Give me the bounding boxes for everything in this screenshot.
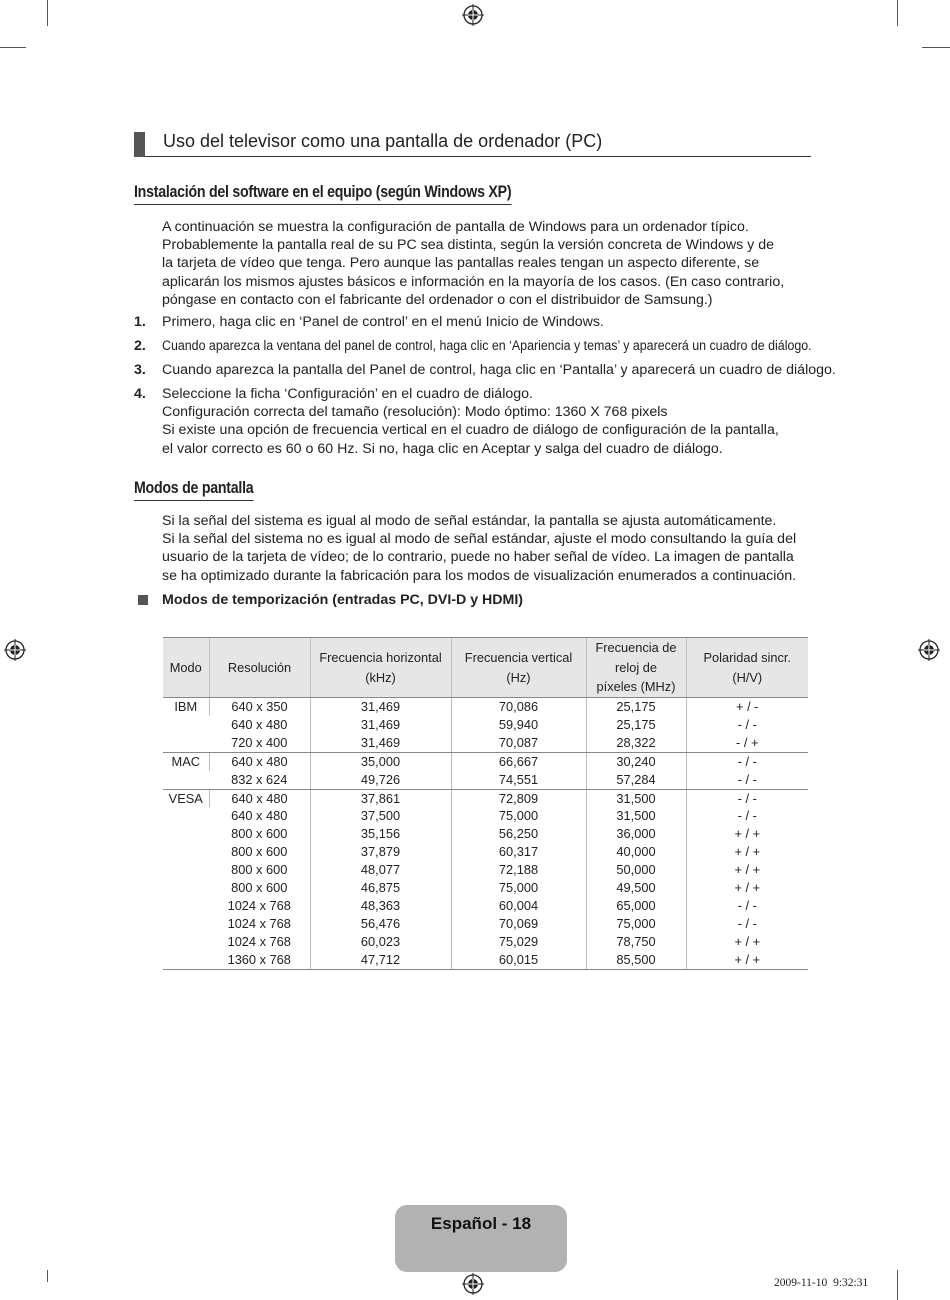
table-cell: 74,551 [451, 771, 586, 789]
page-number-tab [395, 1205, 567, 1272]
table-header-cell [451, 638, 586, 698]
step-line: Configuración correcta del tamaño (resolución): Modo óptimo: 1360 X 768 pixels [162, 404, 668, 421]
table-cell: - / - [686, 807, 808, 825]
table-cell: - / + [686, 734, 808, 752]
step-number: 4. [134, 386, 146, 402]
table-cell: 78,750 [586, 933, 686, 951]
table-cell: 1024 x 768 [227, 897, 291, 913]
step-line: Seleccione la ficha ‘Configuración’ en el cuadro de diálogo. [162, 386, 533, 402]
registration-mark-icon [4, 639, 26, 661]
table-header-line: (H/V) [732, 669, 763, 685]
section-header-bar [134, 132, 145, 157]
table-header-line: Resolución [227, 659, 292, 675]
step-text: Cuando aparezca la ventana del panel de control, haga clic en ‘Apariencia y temas’ y aparecerá un cuadro de diálogo. [162, 338, 812, 354]
modes-intro-line: se ha optimizado durante la fabricación para los modos de visualización enumerados a continuación. [162, 567, 797, 584]
table-cell: 25,175 [586, 716, 686, 734]
table-cell: 48,363 [310, 897, 451, 915]
step-text: Cuando aparezca la pantalla del Panel de control, haga clic en ‘Pantalla’ y aparecerá un cuadro de diálogo. [162, 362, 836, 378]
table-cell: 640 x 480 [209, 752, 310, 770]
table-cell: 1024 x 768 [227, 915, 291, 931]
table-cell: 800 x 600 [231, 844, 288, 860]
table-cell: 65,000 [586, 897, 686, 915]
modes-intro [162, 512, 812, 585]
table-cell: - / - [686, 897, 808, 915]
table-cell: 640 x 480 [231, 716, 288, 732]
table-cell: 49,500 [586, 879, 686, 897]
modes-intro-line: usuario de la tarjeta de vídeo; de lo contrario, puede no haber señal de vídeo. La imagen de pantalla [162, 549, 794, 566]
timing-table [163, 637, 808, 970]
table-cell: 70,087 [451, 734, 586, 752]
mode-cell: MAC [163, 752, 209, 789]
table-cell: 56,250 [451, 825, 586, 843]
table-header-line: Frecuencia vertical [464, 650, 573, 665]
timing-bullet-text: Modos de temporización (entradas PC, DVI-D y HDMI) [162, 592, 524, 608]
table-cell: 40,000 [586, 843, 686, 861]
table-header-cell [163, 638, 209, 698]
registration-mark-icon [462, 1273, 484, 1295]
table-cell: 47,712 [310, 951, 451, 969]
table-cell: 75,000 [586, 915, 686, 933]
print-timestamp: 2009-11-10 9:32:31 [774, 1277, 869, 1289]
table-header-cell [586, 638, 686, 698]
table-row [163, 734, 808, 752]
step-line: el valor correcto es 60 o 60 Hz. Si no, haga clic en Aceptar y salga del cuadro de diálogo. [162, 440, 723, 457]
table-cell: 31,500 [586, 807, 686, 825]
table-cell: + / - [686, 698, 808, 716]
crop-mark [47, 1270, 48, 1282]
table-cell: 56,476 [310, 915, 451, 933]
table-row [163, 933, 808, 951]
table-cell: + / + [686, 951, 808, 969]
install-intro-line: póngase en contacto con el fabricante del ordenador o con el distribuidor de Samsung.) [162, 291, 713, 308]
table-cell: 75,029 [451, 933, 586, 951]
table-cell: 640 x 350 [209, 698, 310, 716]
table-row [163, 897, 808, 915]
install-intro-line: Probablemente la pantalla real de su PC sea distinta, según la versión concreta de Windows y de [162, 237, 774, 254]
install-heading: Instalación del software en el equipo (según Windows XP) [134, 183, 511, 205]
table-header-line: (kHz) [365, 669, 396, 685]
table-cell: 31,500 [586, 789, 686, 807]
table-cell: 46,875 [310, 879, 451, 897]
section-header [134, 130, 811, 157]
table-cell: 37,861 [310, 789, 451, 807]
registration-mark-icon [462, 4, 484, 26]
table-row [163, 915, 808, 933]
table-cell: 37,500 [310, 807, 451, 825]
table-cell: 60,317 [451, 843, 586, 861]
step-text [162, 385, 779, 458]
table-cell: 37,879 [310, 843, 451, 861]
table-cell: 50,000 [586, 861, 686, 879]
crop-mark [0, 47, 26, 48]
mode-cell: IBM [163, 698, 209, 753]
table-header-line: Modo [169, 659, 202, 675]
table-row [163, 698, 808, 716]
table-cell: - / - [686, 771, 808, 789]
table-cell: 70,086 [451, 698, 586, 716]
modes-intro-line: Si la señal del sistema no es igual al modo de señal estándar, ajuste el modo consultando la guía del [162, 531, 797, 548]
table-header-cell [310, 638, 451, 698]
mode-cell: VESA [163, 789, 209, 969]
install-intro-line: A continuación se muestra la configuración de pantalla de Windows para un ordenador típico. [162, 219, 749, 235]
table-row [163, 879, 808, 897]
table-cell: 31,469 [310, 716, 451, 734]
crop-mark [897, 1270, 898, 1300]
table-cell: 59,940 [451, 716, 586, 734]
table-cell: - / - [686, 915, 808, 933]
table-cell: 70,069 [451, 915, 586, 933]
table-row [163, 807, 808, 825]
table-cell: 72,809 [451, 789, 586, 807]
table-cell: 800 x 600 [231, 880, 288, 896]
table-header-line: Frecuencia horizontal [319, 650, 442, 665]
table-cell: 31,469 [310, 734, 451, 752]
step-number: 1. [134, 314, 146, 330]
table-cell: - / - [686, 752, 808, 770]
table-cell: 640 x 480 [209, 789, 310, 807]
table-cell: 57,284 [586, 771, 686, 789]
table-cell: 66,667 [451, 752, 586, 770]
table-header-line: píxeles (MHz) [596, 679, 676, 695]
table-cell: + / + [686, 861, 808, 879]
table-cell: 60,023 [310, 933, 451, 951]
table-row [163, 771, 808, 789]
table-cell: 832 x 624 [209, 771, 310, 789]
table-cell: 48,077 [310, 861, 451, 879]
table-cell: 60,015 [451, 951, 586, 969]
table-cell: 72,188 [451, 861, 586, 879]
table-cell: 720 x 400 [209, 734, 310, 752]
table-header-line: (Hz) [506, 669, 531, 685]
table-cell: 35,000 [310, 752, 451, 770]
table-cell: - / - [686, 716, 808, 734]
table-cell: 800 x 600 [231, 862, 288, 878]
table-cell: 25,175 [586, 698, 686, 716]
table-cell: 28,322 [586, 734, 686, 752]
table-header-line: reloj de [615, 659, 657, 675]
install-intro-line: aplicarán los mismos ajustes básicos e información en la mayoría de los casos. (En caso contrario, [162, 273, 785, 290]
table-cell: 49,726 [310, 771, 451, 789]
section-title: Uso del televisor como una pantalla de ordenador (PC) [163, 131, 603, 151]
table-cell: 1024 x 768 [227, 933, 291, 949]
step-line: Si existe una opción de frecuencia vertical en el cuadro de diálogo de configuración de la pantalla, [162, 422, 779, 439]
table-row [163, 843, 808, 861]
table-header-cell [686, 638, 808, 698]
table-cell: 31,469 [310, 698, 451, 716]
crop-mark [47, 0, 48, 26]
table-row [163, 951, 808, 969]
table-cell: + / + [686, 879, 808, 897]
square-bullet-icon [138, 595, 148, 605]
table-cell: 30,240 [586, 752, 686, 770]
modes-heading: Modos de pantalla [134, 479, 253, 501]
table-cell: - / - [686, 789, 808, 807]
table-row [163, 861, 808, 879]
page-number: Español - 18 [430, 1214, 532, 1233]
table-cell: 1360 x 768 [209, 951, 310, 969]
table-cell: 35,156 [310, 825, 451, 843]
crop-mark [922, 47, 950, 48]
table-cell: + / + [686, 825, 808, 843]
table-header-cell [209, 638, 310, 698]
table-header-line: Frecuencia de [595, 640, 677, 656]
table-cell: + / + [686, 843, 808, 861]
table-cell: 75,000 [451, 807, 586, 825]
table-row [163, 789, 808, 807]
modes-intro-line: Si la señal del sistema es igual al modo de señal estándar, la pantalla se ajusta automáticamente. [162, 513, 777, 529]
crop-mark [897, 0, 898, 26]
table-header-row [163, 638, 808, 698]
table-cell: 640 x 480 [231, 808, 288, 824]
step-text: Primero, haga clic en ‘Panel de control’ en el menú Inicio de Windows. [162, 314, 604, 330]
table-row [163, 825, 808, 843]
step-number: 3. [134, 362, 146, 378]
install-intro [162, 218, 812, 309]
table-cell: + / + [686, 933, 808, 951]
registration-mark-icon [918, 639, 940, 661]
table-cell: 75,000 [451, 879, 586, 897]
step-number: 2. [134, 338, 146, 354]
table-row [163, 752, 808, 770]
table-cell: 36,000 [586, 825, 686, 843]
table-cell: 85,500 [586, 951, 686, 969]
table-cell: 60,004 [451, 897, 586, 915]
table-row [163, 716, 808, 734]
install-intro-line: la tarjeta de vídeo que tenga. Pero aunque las pantallas reales tengan un aspecto diferente, se [162, 255, 760, 272]
table-header-line: Polaridad sincr. [703, 650, 791, 665]
table-cell: 800 x 600 [231, 826, 288, 842]
